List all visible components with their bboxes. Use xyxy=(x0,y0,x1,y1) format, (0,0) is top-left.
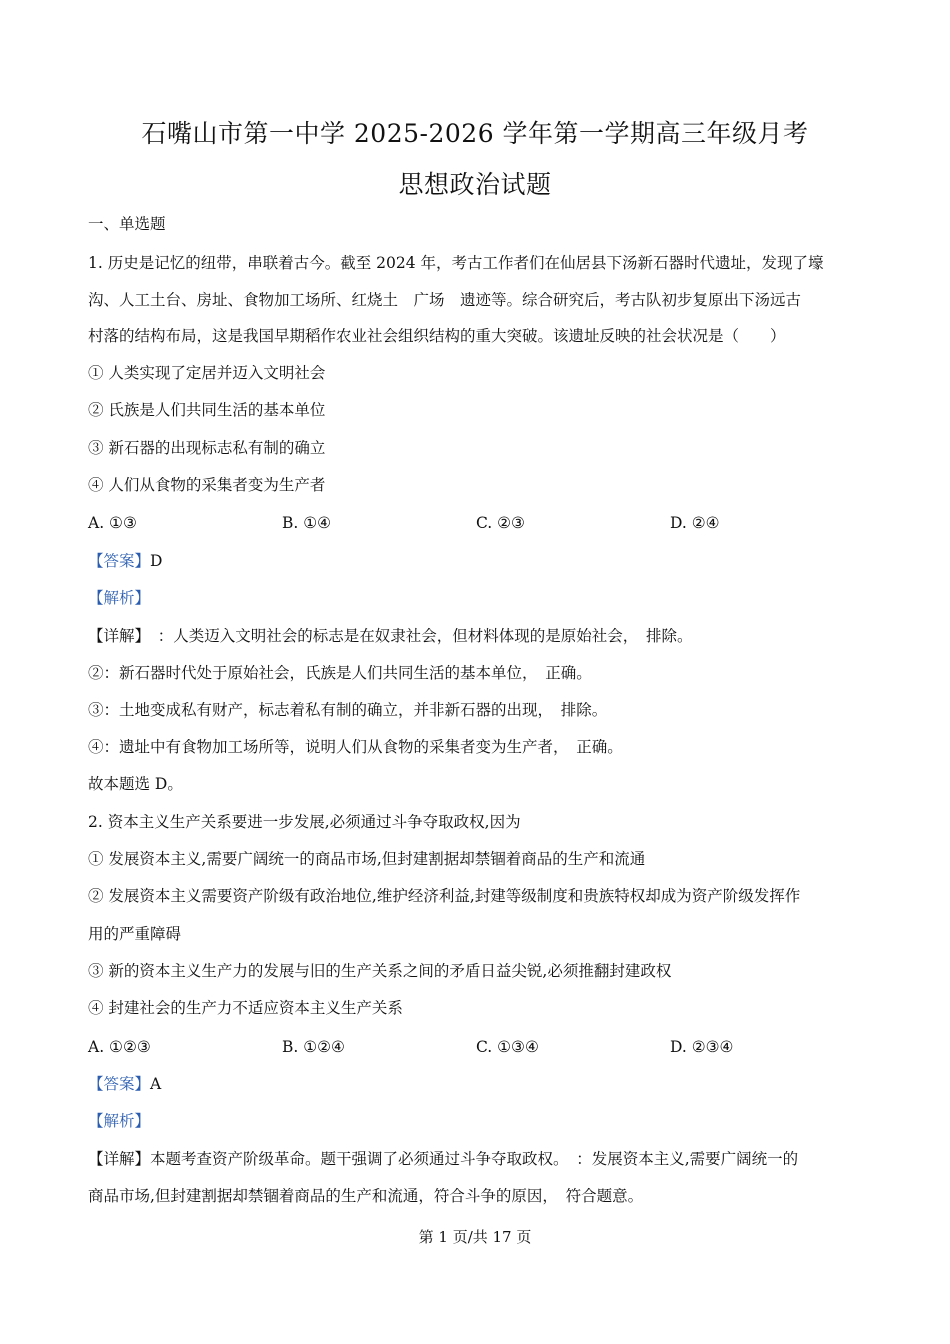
answer-tag: 【答案】 xyxy=(88,1075,151,1093)
q1-stem-line-2: 沟、人工土台、房址、食物加工场所、红烧土 广场 遗迹等。综合研究后，考古队初步复原出下汤远古 xyxy=(88,291,802,309)
q1-statement-3: ③ 新石器的出现标志私有制的确立 xyxy=(88,439,326,457)
q1-option-c: C. ②③ xyxy=(476,514,525,532)
q1-detail-4: ④：遗址中有食物加工场所等，说明人们从食物的采集者变为生产者， 正确。 xyxy=(88,738,623,756)
q1-analysis-tag: 【解析】 xyxy=(88,589,151,607)
q2-statement-3: ③ 新的资本主义生产力的发展与旧的生产关系之间的矛盾日益尖锐,必须推翻封建政权 xyxy=(88,962,672,980)
q1-statement-2: ② 氏族是人们共同生活的基本单位 xyxy=(88,401,326,419)
q2-statement-2a: ② 发展资本主义需要资产阶级有政治地位,维护经济利益,封建等级制度和贵族特权却成为资产阶级发挥作 xyxy=(88,887,801,905)
q2-statement-1: ① 发展资本主义,需要广阔统一的商品市场,但封建割据却禁锢着商品的生产和流通 xyxy=(88,850,646,868)
exam-title: 石嘴山市第一中学 2025-2026 学年第一学期高三年级月考 xyxy=(141,119,809,148)
q2-statement-2b: 用的严重障碍 xyxy=(88,925,182,943)
answer-tag: 【答案】 xyxy=(88,552,151,570)
q2-option-a: A. ①②③ xyxy=(88,1038,151,1056)
q1-option-b: B. ①④ xyxy=(282,514,332,532)
q2-answer xyxy=(88,1074,161,1094)
q2-option-c: C. ①③④ xyxy=(476,1038,539,1056)
q2-option-b: B. ①②④ xyxy=(282,1038,345,1056)
q2-analysis-tag: 【解析】 xyxy=(88,1112,151,1130)
q1-detail-3: ③：土地变成私有财产，标志着私有制的确立，并非新石器的出现， 排除。 xyxy=(88,701,608,719)
exam-subtitle: 思想政治试题 xyxy=(398,170,552,199)
q2-detail-1: 【详解】本题考查资产阶级革命。题干强调了必须通过斗争夺取政权。 ：发展资本主义,需要广阔统一的 xyxy=(88,1150,799,1168)
q2-option-d: D. ②③④ xyxy=(670,1038,734,1056)
q1-conclusion: 故本题选 D。 xyxy=(88,775,183,793)
page-number: 第 1 页/共 17 页 xyxy=(418,1228,532,1246)
q1-stem-line-3: 村落的结构布局，这是我国早期稻作农业社会组织结构的重大突破。该遗址反映的社会状况是（ ） xyxy=(88,327,786,345)
q1-answer-value: D xyxy=(150,552,163,570)
q1-statement-4: ④ 人们从食物的采集者变为生产者 xyxy=(88,476,326,494)
q1-option-a: A. ①③ xyxy=(88,514,137,532)
q2-detail-2: 商品市场,但封建割据却禁锢着商品的生产和流通，符合斗争的原因， 符合题意。 xyxy=(88,1187,644,1205)
section-heading: 一、单选题 xyxy=(88,215,166,233)
q1-stem-line-1: 1. 历史是记忆的纽带，串联着古今。截至 2024 年，考古工作者们在仙居县下汤新石器时代遗址，发现了壕 xyxy=(88,254,824,272)
q1-option-d: D. ②④ xyxy=(670,514,720,532)
q1-answer xyxy=(88,551,162,571)
q2-stem: 2. 资本主义生产关系要进一步发展,必须通过斗争夺取政权,因为 xyxy=(88,813,521,831)
q2-statement-4: ④ 封建社会的生产力不适应资本主义生产关系 xyxy=(88,999,403,1017)
q1-detail-1: 【详解】 ：人类迈入文明社会的标志是在奴隶社会，但材料体现的是原始社会， 排除。 xyxy=(88,627,693,645)
q1-statement-1: ① 人类实现了定居并迈入文明社会 xyxy=(88,364,326,382)
q2-answer-value: A xyxy=(150,1075,162,1093)
q1-detail-2: ②：新石器时代处于原始社会，氏族是人们共同生活的基本单位， 正确。 xyxy=(88,664,592,682)
